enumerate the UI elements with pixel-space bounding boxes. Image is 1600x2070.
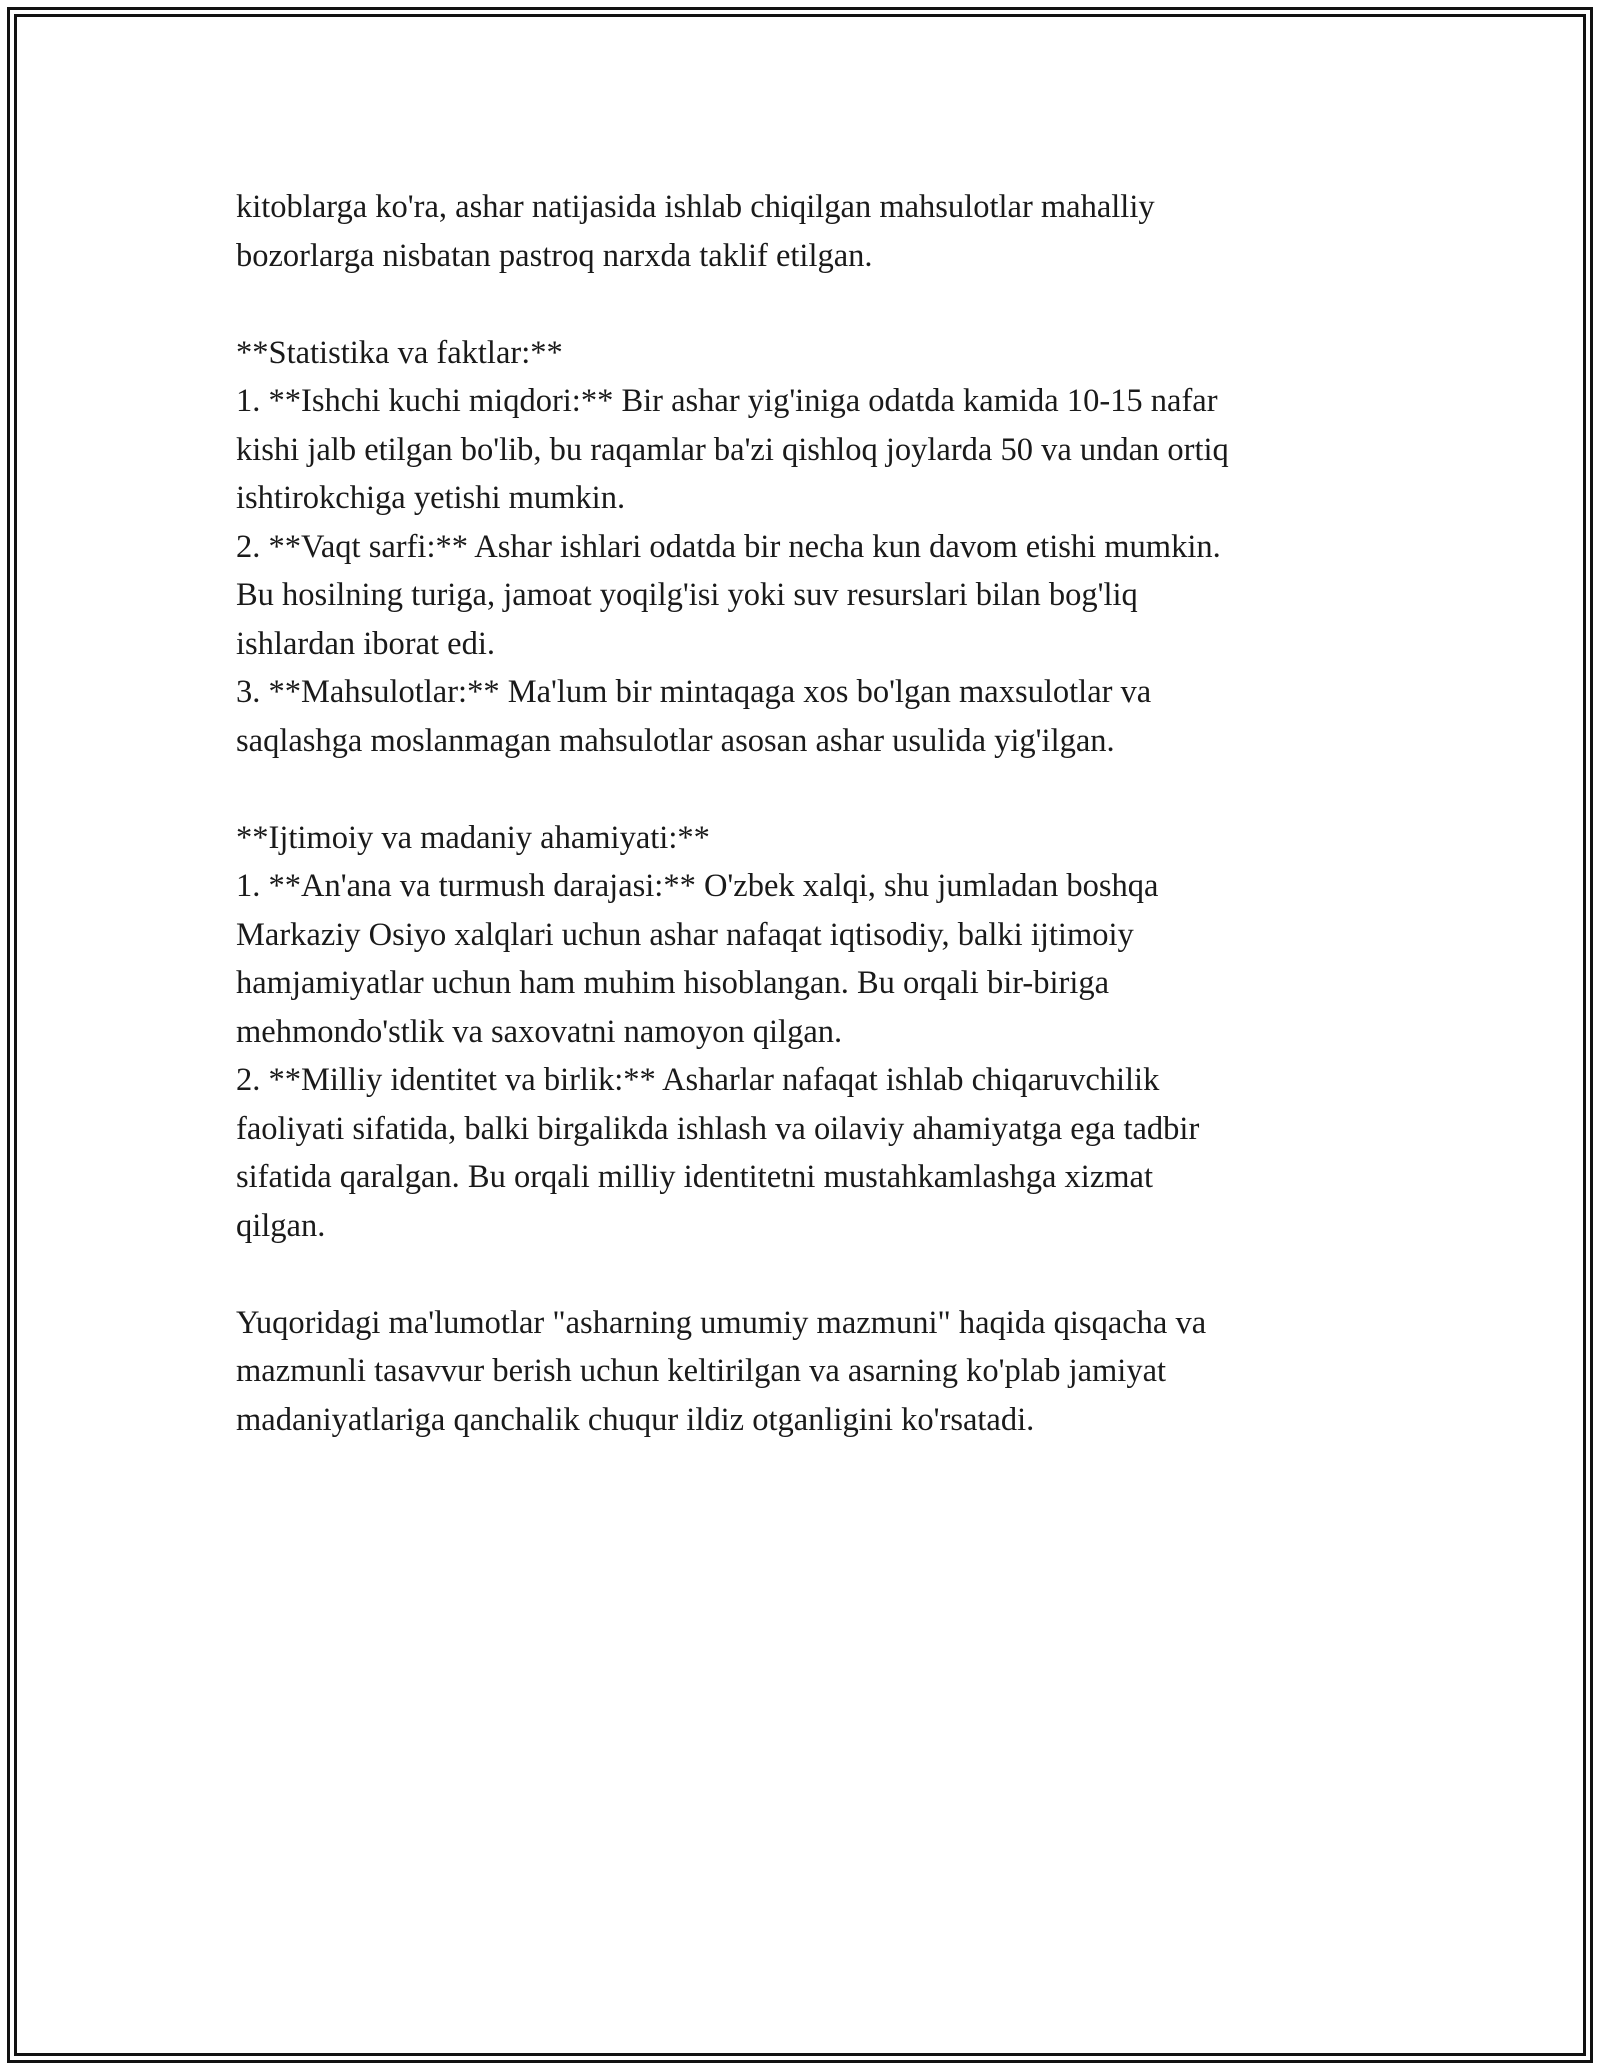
paragraph-spacer — [236, 1250, 1416, 1299]
statistics-section — [236, 329, 1416, 766]
text-line: faoliyati sifatida, balki birgalikda ishlash va oilaviy ahamiyatga ega tadbir — [236, 1110, 1200, 1147]
text-line: ishtirokchiga yetishi mumkin. — [236, 480, 626, 516]
section-heading: **Ijtimoiy va madaniy ahamiyati:** — [236, 819, 710, 856]
text-line: 2. **Vaqt sarfi:** Ashar ishlari odatda bir necha kun davom etishi mumkin. — [236, 528, 1221, 565]
text-line: Markaziy Osiyo xalqlari uchun ashar nafaqat iqtisodiy, balki ijtimoiy — [236, 916, 1134, 953]
text-line: saqlashga moslanmagan mahsulotlar asosan ashar usulida yig'ilgan. — [236, 722, 1115, 759]
text-line: qilgan. — [236, 1207, 326, 1244]
list-item — [236, 377, 1416, 523]
text-line: Yuqoridagi ma'lumotlar "asharning umumiy mazmuni" haqida qisqacha va — [236, 1304, 1207, 1341]
list-item — [236, 862, 1416, 1056]
text-line: 2. **Milliy identitet va birlik:** Asharlar nafaqat ishlab chiqaruvchilik — [236, 1062, 1160, 1098]
text-line: 1. **Ishchi kuchi miqdori:** Bir ashar yig'iniga odatda kamida 10-15 nafar — [236, 383, 1218, 419]
list-item — [236, 523, 1416, 669]
text-line: mehmondo'stlik va saxovatni namoyon qilgan. — [236, 1013, 843, 1050]
text-line: 1. **An'ana va turmush darajasi:** O'zbek xalqi, shu jumladan boshqa — [236, 868, 1159, 904]
social-section — [236, 814, 1416, 1251]
conclusion-paragraph — [236, 1299, 1416, 1445]
document-body — [236, 183, 1416, 1444]
text-line: hamjamiyatlar uchun ham muhim hisoblangan. Bu orqali bir-biriga — [236, 965, 1110, 1001]
list-item — [236, 1056, 1416, 1250]
text-line: Bu hosilning turiga, jamoat yoqilg'isi yoki suv resurslari bilan bog'liq — [236, 577, 1138, 613]
text-line: bozorlarga nisbatan pastroq narxda taklif etilgan. — [236, 237, 873, 274]
list-item — [236, 668, 1416, 765]
text-line: ishlardan iborat edi. — [236, 625, 496, 662]
text-line: kitoblarga ko'ra, ashar natijasida ishlab chiqilgan mahsulotlar mahalliy — [236, 189, 1155, 225]
text-line: kishi jalb etilgan bo'lib, bu raqamlar ba'zi qishloq joylarda 50 va undan ortiq — [236, 431, 1229, 468]
text-line: mazmunli tasavvur berish uchun keltirilgan va asarning ko'plab jamiyat — [236, 1353, 1167, 1389]
text-line: sifatida qaralgan. Bu orqali milliy identitetni mustahkamlashga xizmat — [236, 1159, 1153, 1195]
paragraph-spacer — [236, 765, 1416, 814]
text-line: 3. **Mahsulotlar:** Ma'lum bir mintaqaga xos bo'lgan maxsulotlar va — [236, 674, 1152, 710]
section-heading: **Statistika va faktlar:** — [236, 334, 563, 371]
paragraph-spacer — [236, 280, 1416, 329]
text-line: madaniyatlariga qanchalik chuqur ildiz otganligini ko'rsatadi. — [236, 1401, 1035, 1438]
intro-paragraph — [236, 183, 1416, 280]
